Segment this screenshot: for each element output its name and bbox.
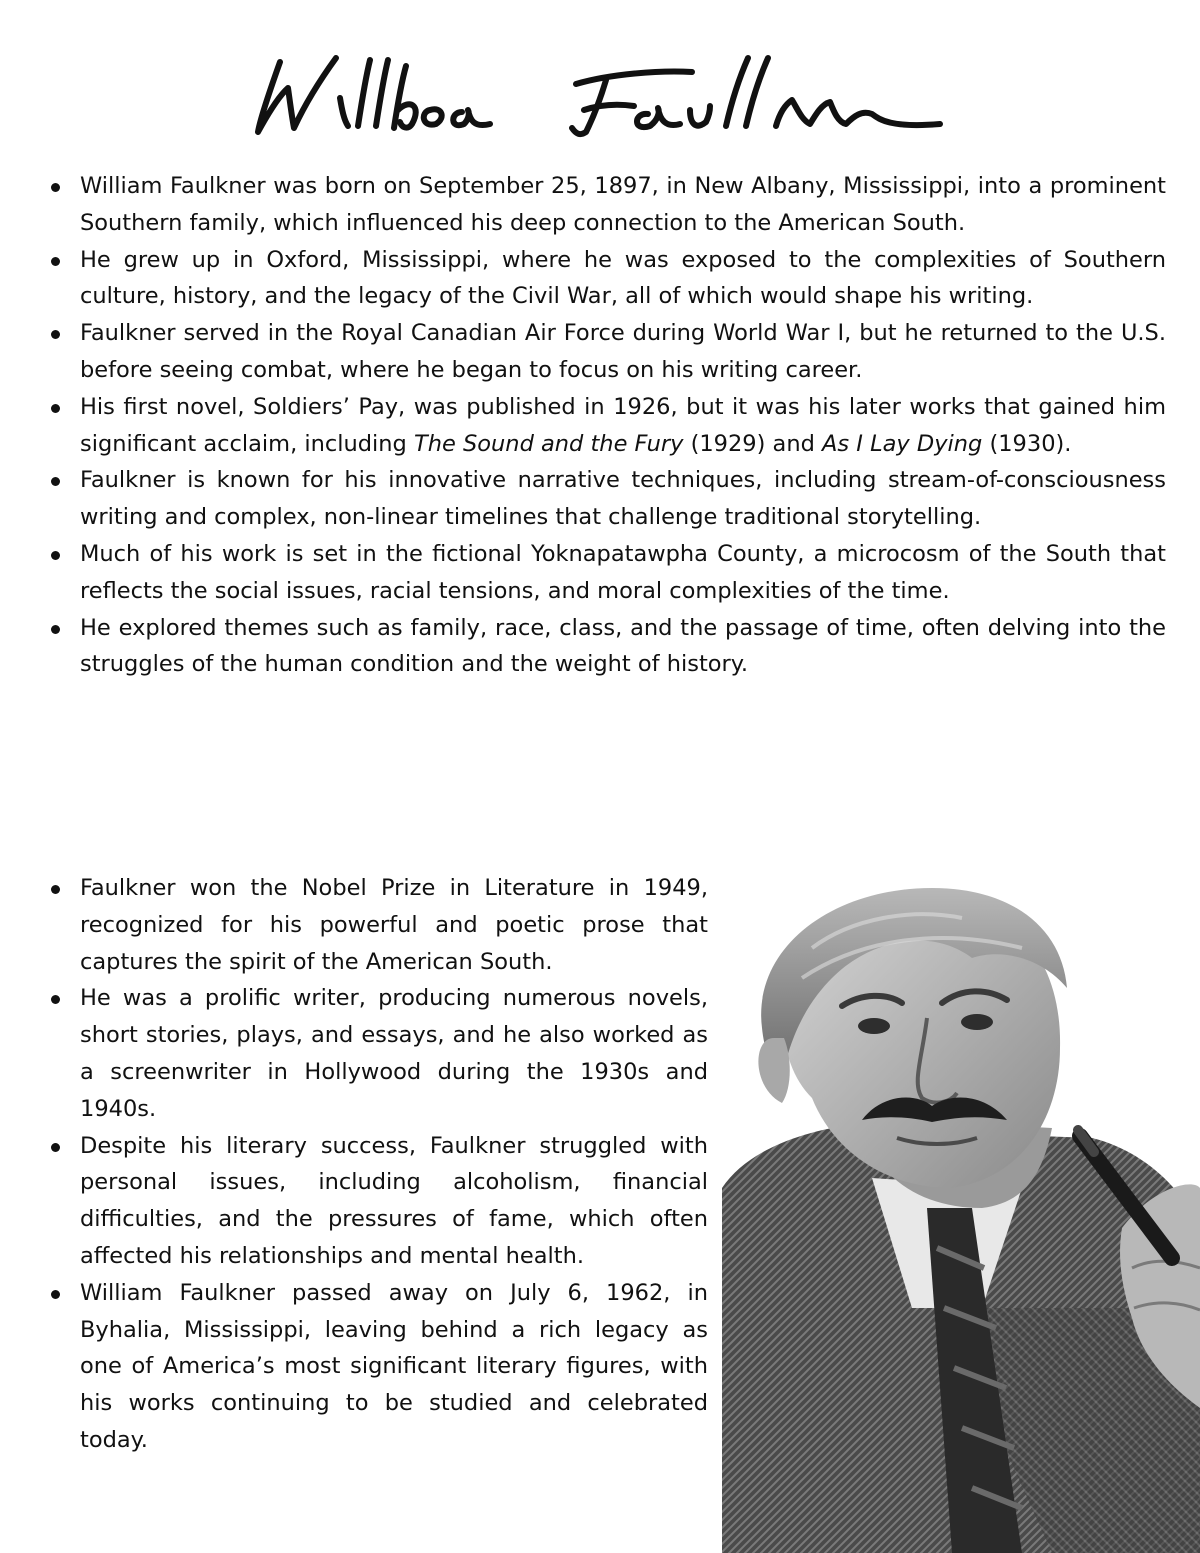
book-title: As I Lay Dying: [822, 430, 983, 457]
biography-list-top: [38, 168, 1166, 683]
list-item: Much of his work is set in the fictional Yoknapatawpha County, a microcosm of the South that reflects the social issues, racial tensions, and moral complexities of the time.: [38, 536, 1166, 610]
list-item: He explored themes such as family, race, class, and the passage of time, often delving into the struggles of the human condition and the weight of history.: [38, 610, 1166, 684]
list-item: Faulkner served in the Royal Canadian Air Force during World War I, but he returned to the U.S. before seeing combat, where he began to focus on his writing career.: [38, 315, 1166, 389]
book-title: The Sound and the Fury: [414, 430, 684, 457]
list-item: William Faulkner was born on September 25, 1897, in New Albany, Mississippi, into a prominent Southern family, which influenced his deep connection to the American South.: [38, 168, 1166, 242]
list-item: His first novel, Soldiers’ Pay, was published in 1926, but it was his later works that gained him significant acclaim, including The Sound and the Fury (1929) and As I Lay Dying (1930).: [38, 389, 1166, 463]
portrait-photo: [722, 888, 1200, 1553]
biography-list-bottom: [38, 870, 708, 1459]
list-item: He grew up in Oxford, Mississippi, where he was exposed to the complexities of Southern culture, history, and the legacy of the Civil War, all of which would shape his writing.: [38, 242, 1166, 316]
list-item: Faulkner won the Nobel Prize in Literature in 1949, recognized for his powerful and poetic prose that captures the spirit of the American South.: [38, 870, 708, 980]
list-item: Faulkner is known for his innovative narrative techniques, including stream-of-consciousness writing and complex, non-linear timelines that challenge traditional storytelling.: [38, 462, 1166, 536]
list-item: William Faulkner passed away on July 6, 1962, in Byhalia, Mississippi, leaving behind a rich legacy as one of America’s most significant literary figures, with his works continuing to be studied and celebrated today.: [38, 1275, 708, 1459]
list-item: He was a prolific writer, producing numerous novels, short stories, plays, and essays, and he also worked as a screenwriter in Hollywood during the 1930s and 1940s.: [38, 980, 708, 1127]
list-item: Despite his literary success, Faulkner struggled with personal issues, including alcoholism, financial difficulties, and the pressures of fame, which often affected his relationships and mental health.: [38, 1128, 708, 1275]
signature-image: [240, 40, 960, 150]
